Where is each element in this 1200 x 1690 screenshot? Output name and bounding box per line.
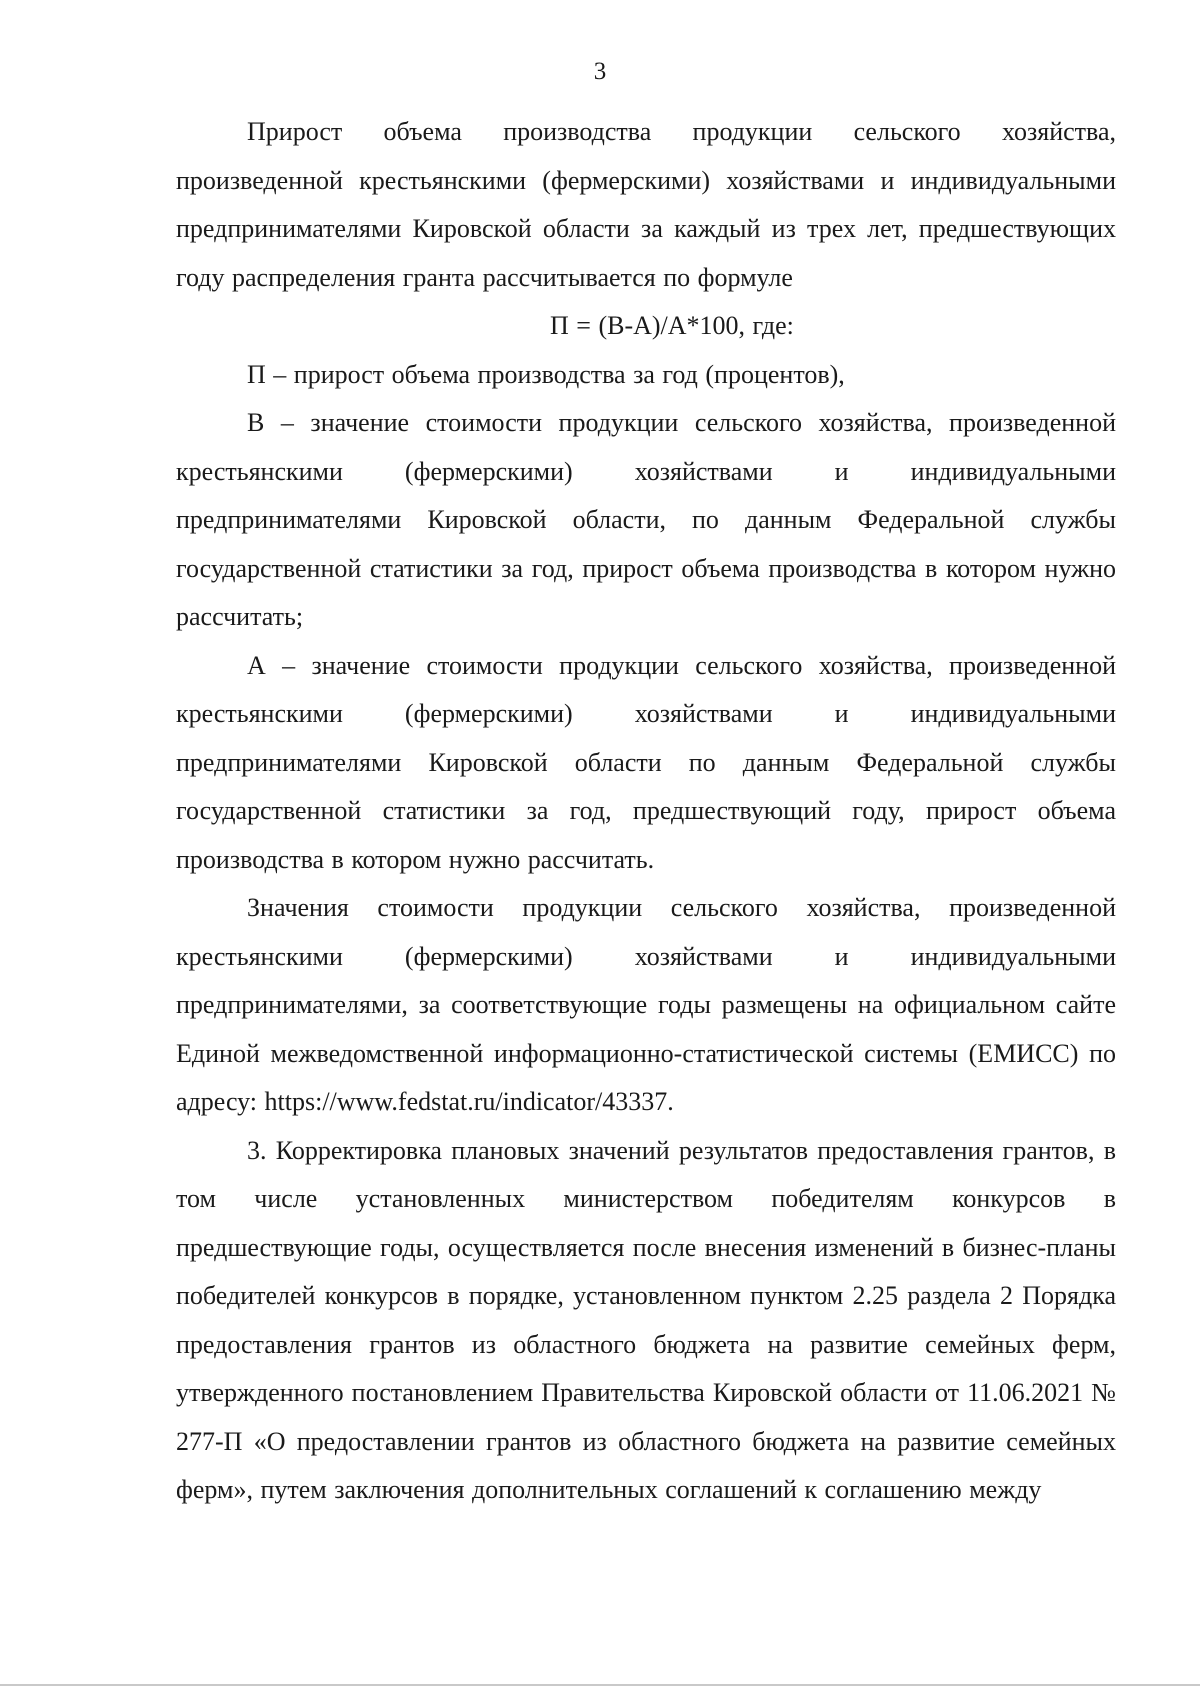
definition-b: В – значение стоимости продукции сельского хозяйства, произведенной крестьянскими (фермерскими) хозяйствами и индивидуальными предпринимателями Кировской области, по данным Федеральной службы государственной статистики за год, прирост объема производства в котором нужно рассчитать; <box>176 408 1116 631</box>
page-number: 3 <box>593 58 607 85</box>
paragraph-growth-intro: Прирост объема производства продукции сельского хозяйства, произведенной крестьянскими (фермерскими) хозяйствами и индивидуальными предпринимателями Кировской области за каждый из трех лет, предшествующих году распределения гранта рассчитывается по формуле <box>176 117 1116 292</box>
paragraph-values-source: Значения стоимости продукции сельского хозяйства, произведенной крестьянскими (фермерскими) хозяйствами и индивидуальными предпринимателями, за соответствующие годы размещены на официальном сайте Единой межведомственной информационно-статистической системы (ЕМИСС) по адресу: https://www.fedstat.ru/indicator/43337. <box>176 893 1116 1116</box>
bottom-edge-line <box>0 1684 1200 1686</box>
formula: П = (В-А)/А*100, где: <box>550 311 794 340</box>
definition-p: П – прирост объема производства за год (процентов), <box>247 359 845 389</box>
paragraph-item-3: 3. Корректировка плановых значений результатов предоставления грантов, в том числе установленных министерством победителям конкурсов в предшествующие годы, осуществляется после внесения изменений в бизнес-планы победителей конкурсов в порядке, установленном пунктом 2.25 раздела 2 Порядка предоставления грантов из областного бюджета на развитие семейных ферм, утвержденного постановлением Правительства Кировской области от 11.06.2021 № 277-П «О предоставлении грантов из областного бюджета на развитие семейных ферм», путем заключения дополнительных соглашений к соглашению между <box>176 1135 1116 1504</box>
document-body <box>176 108 1116 1515</box>
definition-a: А – значение стоимости продукции сельского хозяйства, произведенной крестьянскими (фермерскими) хозяйствами и индивидуальными предпринимателями Кировской области по данным Федеральной службы государственной статистики за год, предшествующий году, прирост объема производства в котором нужно рассчитать. <box>176 650 1116 874</box>
